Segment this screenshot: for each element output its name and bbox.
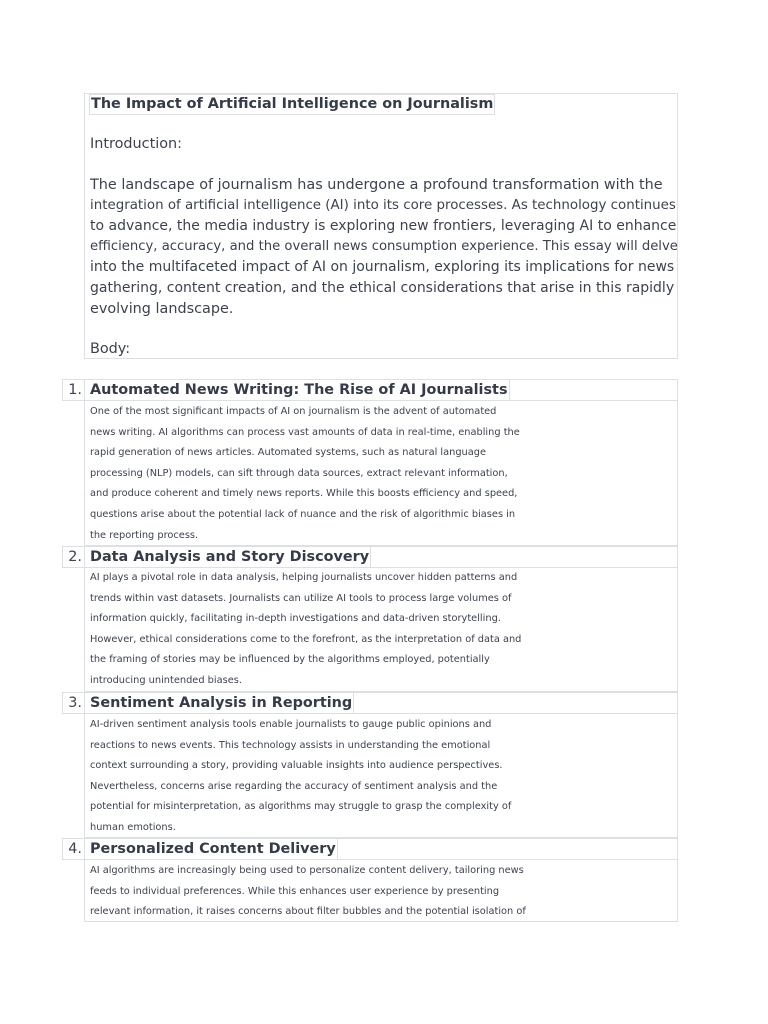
- intro-line: into the multifaceted impact of AI on journalism, exploring its implications for news: [90, 259, 675, 276]
- paragraph-line: trends within vast datasets. Journalists can utilize AI tools to process large volumes of: [90, 592, 512, 604]
- paragraph-line: questions arise about the potential lack of nuance and the risk of algorithmic biases in: [90, 508, 516, 520]
- intro-line: The landscape of journalism has undergone a profound transformation with the: [90, 177, 663, 193]
- paragraph-line: rapid generation of news articles. Automated systems, such as natural language: [90, 447, 487, 459]
- number-divider: [84, 838, 85, 860]
- paragraph-line: introducing unintended biases.: [90, 674, 242, 686]
- paragraph-line: information quickly, facilitating in-depth investigations and data-driven storytelling.: [90, 613, 501, 625]
- intro-line: gathering, content creation, and the ethical considerations that arise in this rapidly: [90, 279, 675, 296]
- list-number: 1.: [68, 382, 82, 398]
- intro-paragraph: [90, 175, 678, 319]
- paragraph-line: feeds to individual preferences. While this enhances user experience by presenting: [90, 885, 500, 897]
- paragraph-line: AI plays a pivotal role in data analysis, helping journalists uncover hidden patterns and: [90, 572, 518, 583]
- paragraph-line: AI-driven sentiment analysis tools enable journalists to gauge public opinions and: [90, 719, 492, 730]
- section-heading: Data Analysis and Story Discovery: [90, 549, 370, 565]
- body-label: Body:: [90, 341, 131, 357]
- paragraph-line: processing (NLP) models, can sift through data sources, extract relevant information,: [90, 467, 508, 479]
- paragraph-line: context surrounding a story, providing valuable insights into audience perspectives.: [90, 760, 503, 772]
- paragraph-line: news writing. AI algorithms can process vast amounts of data in real-time, enabling the: [90, 426, 520, 438]
- intro-line: evolving landscape.: [90, 300, 234, 317]
- section-heading: Sentiment Analysis in Reporting: [90, 695, 353, 711]
- paragraph-line: reactions to news events. This technology assists in understanding the emotional: [90, 739, 491, 751]
- paragraph-line: However, ethical considerations come to the forefront, as the interpretation of data and: [90, 633, 522, 645]
- section-paragraph: [90, 715, 680, 839]
- paragraph-line: One of the most significant impacts of AI on journalism is the advent of automated: [90, 406, 497, 417]
- list-number: 2.: [68, 549, 82, 565]
- number-divider: [84, 692, 85, 714]
- paragraph-line: the reporting process.: [90, 529, 199, 541]
- paragraph-line: the framing of stories may be influenced by the algorithms employed, potentially: [90, 654, 490, 666]
- paragraph-line: and produce coherent and timely news reports. While this boosts efficiency and speed,: [90, 488, 518, 500]
- paragraph-line: Nevertheless, concerns arise regarding the accuracy of sentiment analysis and the: [90, 780, 498, 792]
- section-heading: Personalized Content Delivery: [90, 841, 336, 857]
- paragraph-line: potential for misinterpretation, as algorithms may struggle to grasp the complexity of: [90, 801, 512, 813]
- document-title: The Impact of Artificial Intelligence on Journalism: [89, 94, 495, 115]
- paragraph-line: human emotions.: [90, 821, 176, 833]
- intro-label: Introduction:: [90, 136, 182, 152]
- section-paragraph: [90, 568, 680, 692]
- intro-line: efficiency, accuracy, and the overall news consumption experience. This essay will delve: [90, 238, 678, 254]
- list-number: 4.: [68, 841, 82, 857]
- list-number: 3.: [68, 695, 82, 711]
- section-paragraph: [90, 861, 680, 923]
- section-heading: Automated News Writing: The Rise of AI Journalists: [90, 382, 508, 398]
- intro-line: integration of artificial intelligence (AI) into its core processes. As technology continues: [90, 197, 676, 213]
- paragraph-line: AI algorithms are increasingly being used to personalize content delivery, tailoring news: [90, 865, 524, 876]
- section-paragraph: [90, 402, 680, 546]
- paragraph-line: relevant information, it raises concerns about filter bubbles and the potential isolation of: [90, 906, 526, 918]
- intro-line: to advance, the media industry is exploring new frontiers, leveraging AI to enhance: [90, 218, 677, 235]
- number-divider: [84, 379, 85, 401]
- number-divider: [84, 546, 85, 568]
